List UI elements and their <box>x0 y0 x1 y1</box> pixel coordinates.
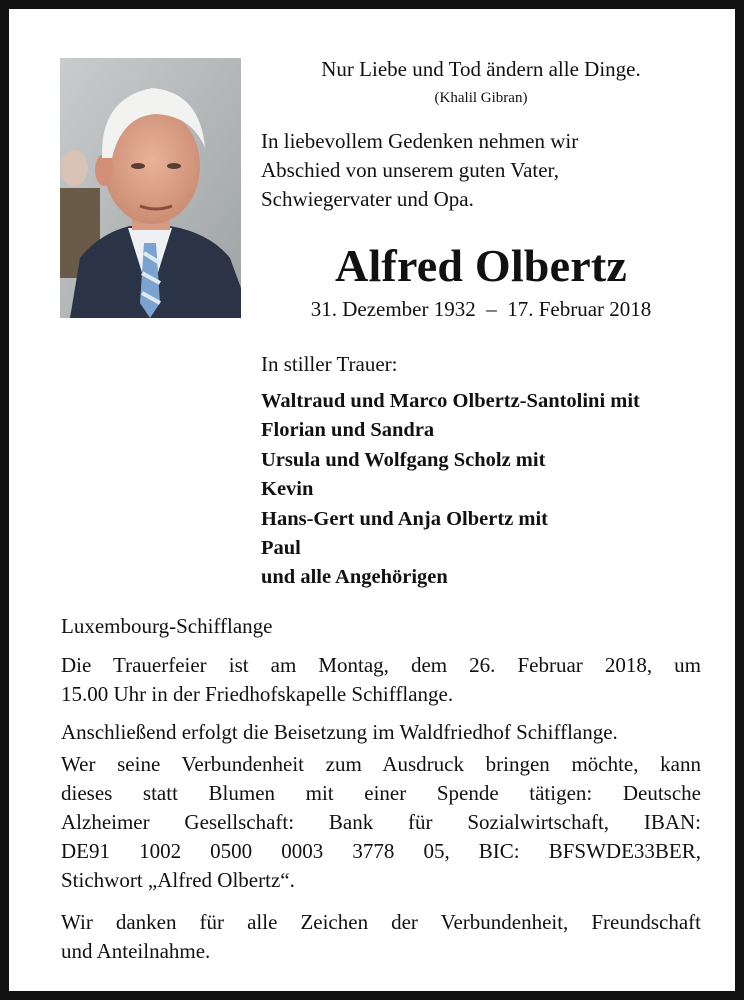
mourner-line: Florian und Sandra <box>261 419 435 442</box>
mourner-line: Paul <box>261 537 301 560</box>
intro-line: Schwiegervater und Opa. <box>261 187 474 211</box>
paragraph-line: Die Trauerfeier ist am Montag, dem 26. Februar 2018, um <box>61 653 701 677</box>
paragraph-line: Wer seine Verbundenheit zum Ausdruck bringen möchte, kann <box>61 752 701 776</box>
mourner-line: Waltraud und Marco Olbertz-Santolini mit <box>261 390 640 412</box>
portrait-photo <box>60 58 241 318</box>
intro-text <box>261 127 701 214</box>
place-line: Luxembourg-Schifflange <box>61 614 273 638</box>
paragraph-line: dieses statt Blumen mit einer Spende tätigen: Deutsche <box>61 781 701 805</box>
paragraph-line: Wir danken für alle Zeichen der Verbundenheit, Freundschaft <box>61 910 701 934</box>
paragraph-line: Stichwort „Alfred Olbertz“. <box>61 868 295 892</box>
intro-line: In liebevollem Gedenken nehmen wir <box>261 129 579 153</box>
paragraph-line: und Anteilnahme. <box>61 939 211 963</box>
life-dates: 31. Dezember 1932 – 17. Februar 2018 <box>310 297 652 321</box>
mourner-line: Ursula und Wolfgang Scholz mit <box>261 448 546 471</box>
paragraph-line: DE91 1002 0500 0003 3778 05, BIC: BFSWDE33BER, <box>61 839 701 863</box>
quote-author: (Khalil Gibran) <box>434 90 528 106</box>
burial-paragraph: Anschließend erfolgt die Beisetzung im Waldfriedhof Schifflange. <box>61 720 618 744</box>
donation-paragraph <box>61 750 701 895</box>
mourner-line: Hans-Gert und Anja Olbertz mit <box>261 507 548 530</box>
deceased-name: Alfred Olbertz <box>335 240 627 291</box>
mourner-line: und alle Angehörigen <box>261 566 448 589</box>
mourning-label: In stiller Trauer: <box>261 352 398 376</box>
quote-text: Nur Liebe und Tod ändern alle Dinge. <box>321 57 641 81</box>
funeral-paragraph <box>61 651 701 709</box>
paragraph-line: Alzheimer Gesellschaft: Bank für Sozialwirtschaft, IBAN: <box>61 810 701 834</box>
paragraph-line: 15.00 Uhr in der Friedhofskapelle Schifflange. <box>61 682 454 706</box>
intro-line: Abschied von unserem guten Vater, <box>261 158 559 182</box>
thanks-paragraph <box>61 908 701 966</box>
portrait-image <box>60 58 241 318</box>
mourner-line: Kevin <box>261 478 314 501</box>
mourners-list <box>261 387 706 593</box>
